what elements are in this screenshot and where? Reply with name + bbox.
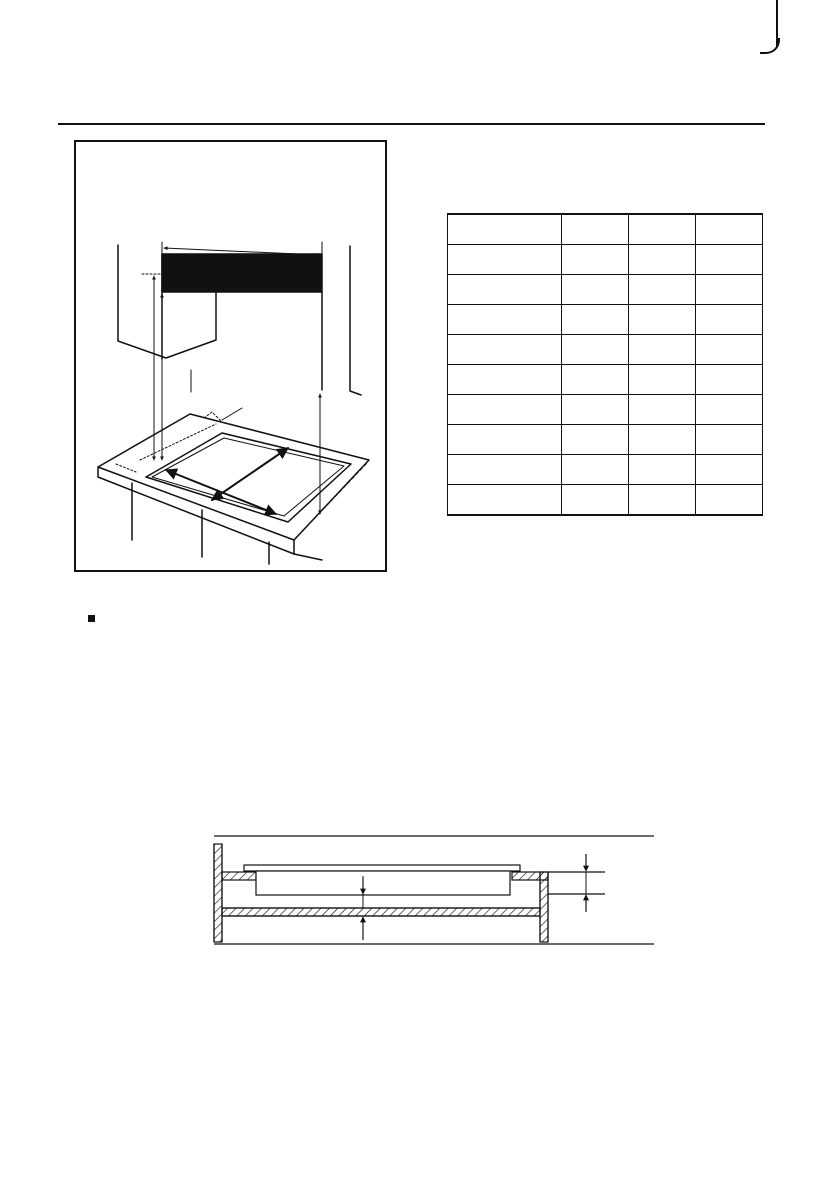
table-cell bbox=[562, 305, 629, 335]
table-cell bbox=[562, 275, 629, 305]
table-cell bbox=[629, 455, 696, 485]
cross-section-drawing bbox=[210, 832, 660, 948]
table-cell bbox=[629, 365, 696, 395]
table-cell bbox=[696, 455, 763, 485]
table-cell bbox=[629, 395, 696, 425]
table-cell bbox=[562, 395, 629, 425]
table-row bbox=[448, 395, 763, 425]
table-cell bbox=[448, 425, 562, 455]
table-cell bbox=[448, 395, 562, 425]
table-row bbox=[448, 335, 763, 365]
table-cell bbox=[696, 335, 763, 365]
table-row bbox=[448, 305, 763, 335]
table-cell bbox=[629, 245, 696, 275]
table-cell bbox=[696, 365, 763, 395]
installation-drawing bbox=[76, 142, 385, 570]
table-cell bbox=[562, 455, 629, 485]
table-cell bbox=[629, 335, 696, 365]
table-row bbox=[448, 365, 763, 395]
table-cell bbox=[629, 275, 696, 305]
table-row bbox=[448, 425, 763, 455]
table-cell bbox=[562, 485, 629, 516]
table-cell bbox=[696, 214, 763, 245]
table-cell bbox=[696, 395, 763, 425]
table-cell bbox=[696, 425, 763, 455]
table-cell bbox=[562, 365, 629, 395]
table-cell bbox=[448, 455, 562, 485]
table-cell bbox=[562, 214, 629, 245]
table-row bbox=[448, 245, 763, 275]
table-cell bbox=[629, 425, 696, 455]
table-cell bbox=[562, 425, 629, 455]
table-cell bbox=[629, 485, 696, 516]
table-cell bbox=[696, 275, 763, 305]
cross-section-diagram bbox=[210, 832, 660, 953]
table-cell bbox=[696, 245, 763, 275]
table-cell bbox=[448, 305, 562, 335]
bullet-marker bbox=[88, 615, 95, 622]
table-cell bbox=[629, 214, 696, 245]
header-rule bbox=[58, 123, 765, 125]
installation-diagram bbox=[74, 140, 387, 572]
table-cell bbox=[448, 275, 562, 305]
table-row bbox=[448, 275, 763, 305]
table-row bbox=[448, 455, 763, 485]
table-row bbox=[448, 214, 763, 245]
crop-mark-curve bbox=[760, 38, 780, 54]
dimension-table bbox=[447, 213, 763, 516]
table-cell bbox=[629, 305, 696, 335]
table-cell bbox=[448, 214, 562, 245]
table-cell bbox=[562, 245, 629, 275]
table-row bbox=[448, 485, 763, 516]
table-cell bbox=[562, 335, 629, 365]
table-cell bbox=[448, 485, 562, 516]
table-cell bbox=[696, 485, 763, 516]
table-cell bbox=[448, 365, 562, 395]
table-cell bbox=[448, 245, 562, 275]
table-cell bbox=[696, 305, 763, 335]
table-cell bbox=[448, 335, 562, 365]
